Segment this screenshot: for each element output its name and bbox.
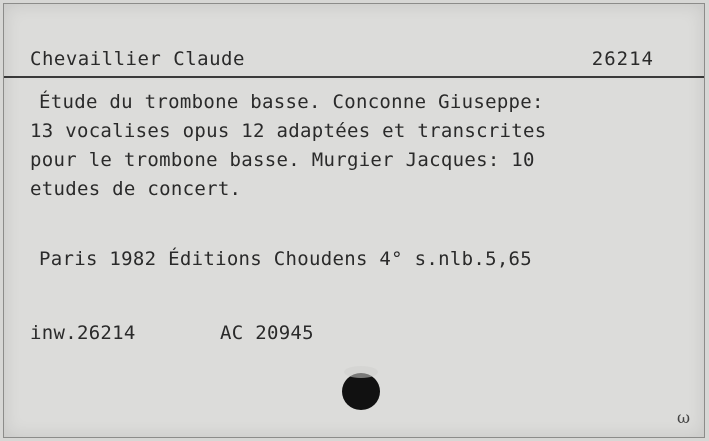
corner-mark: ω: [676, 408, 690, 427]
accession-number: AC 20945: [220, 322, 314, 344]
author-name: Chevaillier Claude: [30, 48, 245, 70]
card-header: [4, 4, 704, 76]
inventory-number: inw.26214: [30, 322, 136, 344]
title-line: 13 vocalises opus 12 adaptées et transcrites: [30, 120, 547, 142]
punch-hole: [342, 373, 380, 410]
title-line: pour le trombone basse. Murgier Jacques: 10: [30, 149, 535, 171]
catalog-card: [3, 3, 705, 438]
call-number: 26214: [591, 48, 654, 70]
title-line: etudes de concert.: [30, 178, 242, 200]
header-divider: [4, 76, 704, 78]
title-line: Étude du trombone basse. Conconne Giuseppe:: [39, 91, 544, 113]
title-block: [30, 88, 700, 204]
imprint-line: Paris 1982 Éditions Choudens 4° s.nlb.5,65: [39, 248, 533, 270]
